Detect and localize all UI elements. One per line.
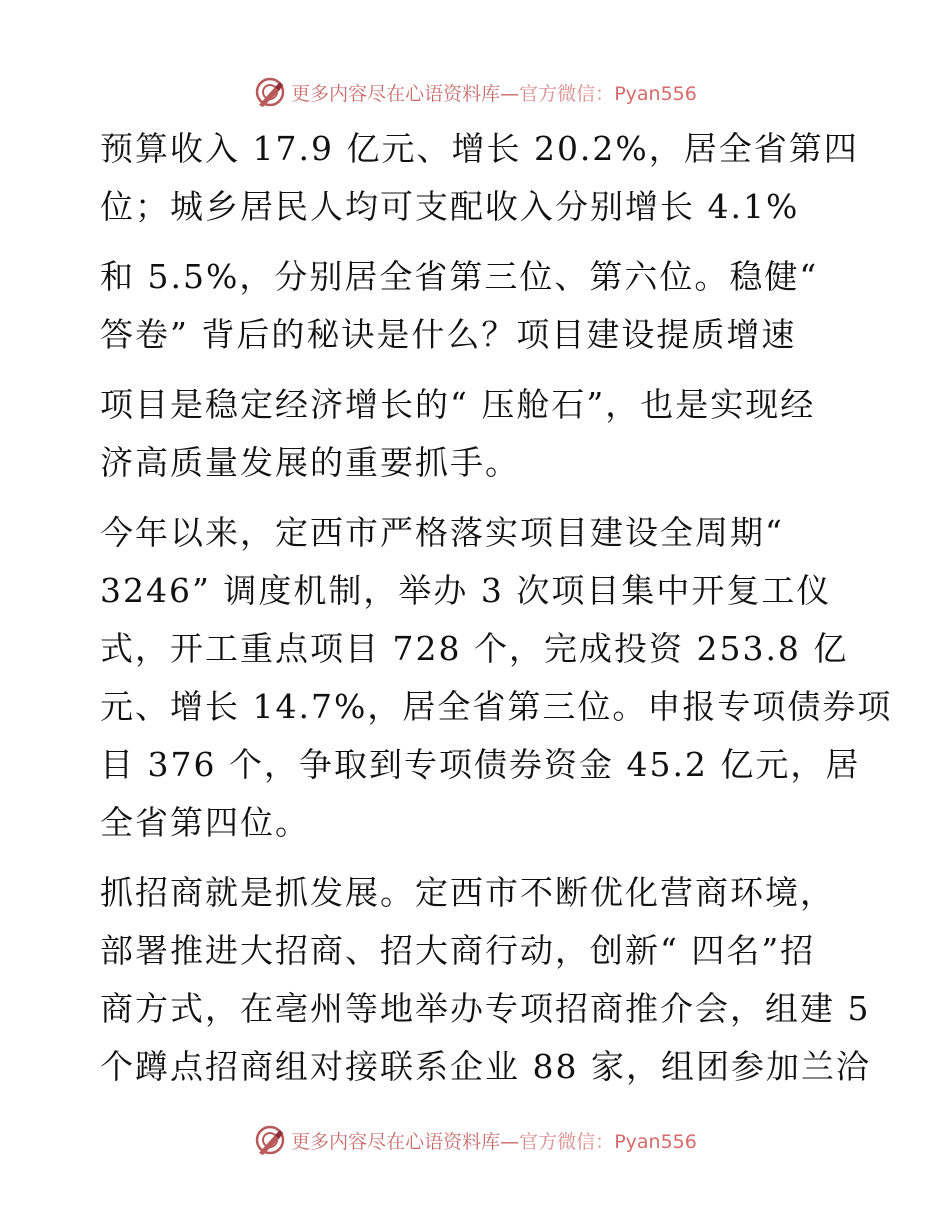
header-watermark xyxy=(0,70,950,114)
text-line: 济高质量发展的重要抓手。 xyxy=(100,443,520,482)
text-line: 目 376 个，争取到专项债券资金 45.2 亿元，居 xyxy=(100,745,861,784)
text-line: 部署推进大招商、招大商行动，创新“ 四名”招 xyxy=(100,931,816,970)
text-line: 式，开工重点项目 728 个，完成投资 253.8 亿 xyxy=(100,629,849,668)
text-line: 位；城乡居民人均可支配收入分别增长 4.1% xyxy=(100,187,800,226)
document-body xyxy=(100,120,893,1096)
watermark-wechat: 官方微信： xyxy=(519,82,615,105)
watermark-id: Pyan556 xyxy=(614,1130,697,1153)
text-line: 元、增长 14.7%，居全省第三位。申报专项债券项 xyxy=(100,687,893,726)
pen-logo-icon xyxy=(253,75,287,109)
watermark-main: 更多内容尽在心语资料库 xyxy=(291,82,501,105)
watermark-id: Pyan556 xyxy=(614,82,697,105)
paragraph xyxy=(100,120,860,236)
text-line: 答卷” 背后的秘诀是什么？项目建设提质增速 xyxy=(100,315,797,354)
watermark-text xyxy=(291,79,697,106)
footer-watermark xyxy=(0,1118,950,1162)
text-line: 和 5.5%，分别居全省第三位、第六位。稳健“ xyxy=(100,257,819,296)
watermark-dash: — xyxy=(500,1130,520,1153)
watermark-wechat: 官方微信： xyxy=(519,1130,615,1153)
watermark-main: 更多内容尽在心语资料库 xyxy=(291,1130,501,1153)
text-line: 项目是稳定经济增长的“ 压舱石”，也是实现经 xyxy=(100,385,816,424)
paragraph xyxy=(100,248,860,364)
paragraph xyxy=(100,504,893,852)
text-line: 3246” 调度机制，举办 3 次项目集中开复工仪 xyxy=(100,571,832,610)
watermark-dash: — xyxy=(500,82,520,105)
text-line: 抓招商就是抓发展。定西市不断优化营商环境， xyxy=(100,873,835,912)
text-line: 商方式，在亳州等地举办专项招商推介会，组建 5 xyxy=(100,989,871,1028)
text-line: 个蹲点招商组对接联系企业 88 家，组团参加兰洽 xyxy=(100,1047,871,1086)
pen-logo-icon xyxy=(253,1123,287,1157)
text-line: 全省第四位。 xyxy=(100,803,310,842)
text-line: 今年以来，定西市严格落实项目建设全周期“ xyxy=(100,513,784,552)
paragraph xyxy=(100,376,860,492)
paragraph xyxy=(100,864,871,1096)
watermark-text xyxy=(291,1127,697,1154)
text-line: 预算收入 17.9 亿元、增长 20.2%，居全省第四 xyxy=(100,129,859,168)
